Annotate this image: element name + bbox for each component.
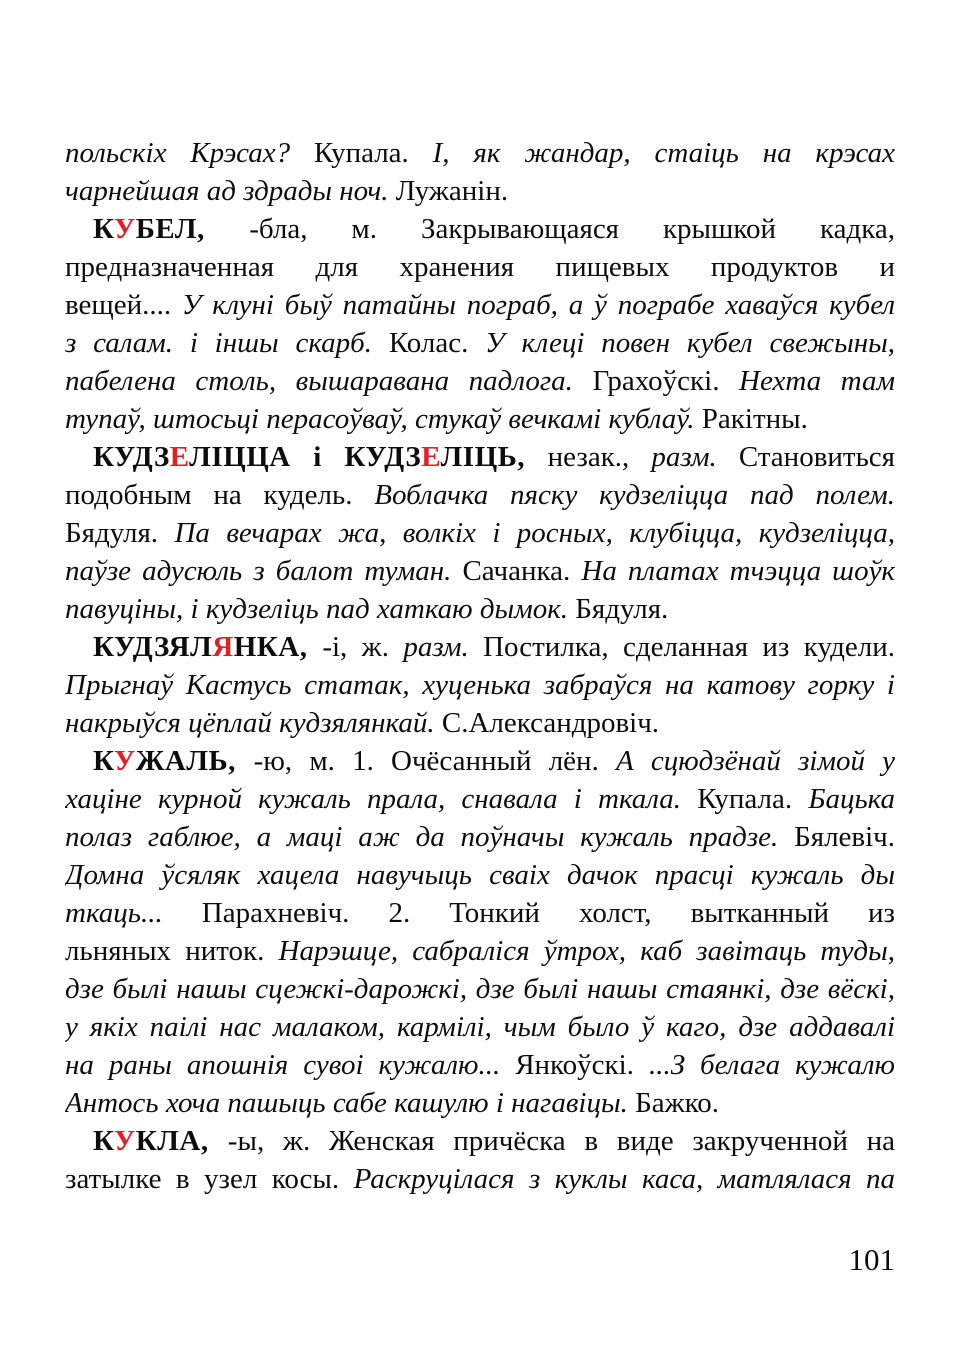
body-text: -бла, м. Закрывающаяся крышкой кадка, [249,213,895,245]
body-text: Бядуля. [65,517,175,549]
quote-text: Прыгнаў Кастусь статак, хуценька забраўся на катову горку і [65,669,895,701]
quote-text: На платах тчэцца шоўк [581,555,895,587]
body-text: вещей.... [65,289,182,321]
quote-text: У клеці повен кубел свежыны, [485,327,895,359]
text-line [65,1160,895,1198]
text-line [65,514,895,552]
text-column [65,134,895,1198]
text-line [65,742,895,780]
headword-text: НКА, [233,631,323,663]
quote-text: дзе былі нашы сцежкі-дарожкі, дзе былі нашы стаянкі, дзе вёскі, [65,973,895,1005]
page-number: 101 [848,1242,895,1277]
text-line [65,1046,895,1084]
quote-text: У клуні быў патайны пограб, а ў пограбе хаваўся кубел [181,289,895,321]
quote-text: чарнейшая ад здрады ноч. [65,175,396,207]
quote-text: павуціны, і кудзеліць пад хаткаю дымок. [65,593,576,625]
body-text: Постилка, сделанная из кудели. [483,631,895,663]
text-line [65,1122,895,1160]
body-text: Бялевіч. [794,821,895,853]
headword-stress-letter: У [113,1125,136,1157]
quote-text: ткаць... [65,897,202,929]
quote-text: Па вечарах жа, волкіх і росных, клубіцца, кудзеліцца, [174,517,895,549]
body-text: Становиться [738,441,895,473]
headword-text: К [93,745,114,777]
text-line [65,286,895,324]
quote-text: у якіх паілі нас малаком, кармілі, чым было ў каго, дзе аддавалі [65,1011,895,1043]
quote-text: Раскруцілася з куклы каса, матлялася па [353,1163,895,1195]
quote-text: Бацька [808,783,895,815]
quote-text: тупаў, штосьці перасоўваў, стукаў вечкамі кублаў. [65,403,702,435]
headword-text: КУДЗ [93,441,170,473]
text-line [65,894,895,932]
text-line [65,248,895,286]
quote-text: Воблачка пяску кудзеліцца пад полем. [374,479,895,511]
quote-text: Нехта там [739,365,895,397]
body-text: затылке в узел косы. [65,1163,354,1195]
body-text: Янкоўскі. [515,1049,649,1081]
text-line [65,438,895,476]
body-text: Лужанін. [395,175,509,207]
quote-text: польскіх Крэсах? [65,137,314,169]
body-text: льняных ниток. [65,935,279,967]
headword-text: К [93,213,114,245]
text-line [65,1008,895,1046]
text-line [65,172,895,210]
text-line [65,970,895,1008]
headword-text: ЖАЛЬ, [135,745,254,777]
headword-text: КУДЗЯЛ [93,631,213,663]
body-text: Купала. [697,783,809,815]
quote-text: Нарэшце, сабраліся ўтрох, каб завітаць туды, [278,935,895,967]
body-text: -і, ж. [322,631,404,663]
body-text: незак., [547,441,652,473]
quote-text: пабелена столь, вышаравана падлога. [65,365,593,397]
body-text: -ы, ж. Женская причёска в виде закрученной на [227,1125,895,1157]
body-text: Бажко. [635,1087,720,1119]
quote-text: А сцюдзёнай зімой у [615,745,895,777]
body-text: Бядуля. [575,593,669,625]
quote-text: паўзе адусюль з балот туман. [65,555,463,587]
text-line [65,400,895,438]
headword-stress-letter: У [113,213,136,245]
quote-text: І, як жандар, стаіць на крэсах [432,137,895,169]
headword-text: КЛА, [135,1125,228,1157]
body-text: -ю, м. 1. Очёсанный лён. [253,745,616,777]
text-line [65,932,895,970]
headword-text: ЛІЦЦА і КУДЗ [189,441,422,473]
quote-text: хаціне курной кужаль прала, снавала і ткала. [65,783,698,815]
quote-text: на раны апошнія сувоі кужалю... [65,1049,516,1081]
body-text: Ракітны. [701,403,808,435]
quote-text: з салам. і іншы скарб. [65,327,389,359]
quote-text: разм. [651,441,739,473]
text-line [65,362,895,400]
headword-stress-letter: У [113,745,136,777]
quote-text: полаз габлюе, а маці аж да поўначы кужаль прадзе. [65,821,795,853]
quote-text: Антось хоча пашыць сабе кашулю і нагавіцы. [65,1087,636,1119]
headword-stress-letter: Е [169,441,190,473]
text-line [65,628,895,666]
text-line [65,780,895,818]
headword-text: ЛІЦЬ, [440,441,548,473]
headword-stress-letter: Е [421,441,441,473]
text-line [65,1084,895,1122]
text-line [65,210,895,248]
body-text: Парахневіч. 2. Тонкий холст, вытканный из [201,897,895,929]
body-text: С.Александровіч. [441,707,660,739]
text-line [65,324,895,362]
body-text: Купала. [313,137,433,169]
headword-text: БЕЛ, [135,213,250,245]
quote-text: разм. [403,631,484,663]
body-text: предназначенная для хранения пищевых продуктов и [65,251,895,283]
body-text: Колас. [388,327,486,359]
text-line [65,590,895,628]
quote-text: накрыўся цёплай кудзялянкай. [65,707,442,739]
body-text: Сачанка. [462,555,582,587]
text-line [65,476,895,514]
text-line [65,134,895,172]
headword-stress-letter: Я [212,631,234,663]
text-line [65,704,895,742]
quote-text: ...З белага кужалю [648,1049,895,1081]
text-line [65,666,895,704]
body-text: Грахоўскі. [592,365,740,397]
text-line [65,818,895,856]
headword-text: К [93,1125,114,1157]
body-text: подобным на кудель. [65,479,375,511]
text-line [65,856,895,894]
quote-text: Домна ўсяляк хацела навучыць сваіх дачок прасці кужаль ды [65,859,895,891]
text-line [65,552,895,590]
